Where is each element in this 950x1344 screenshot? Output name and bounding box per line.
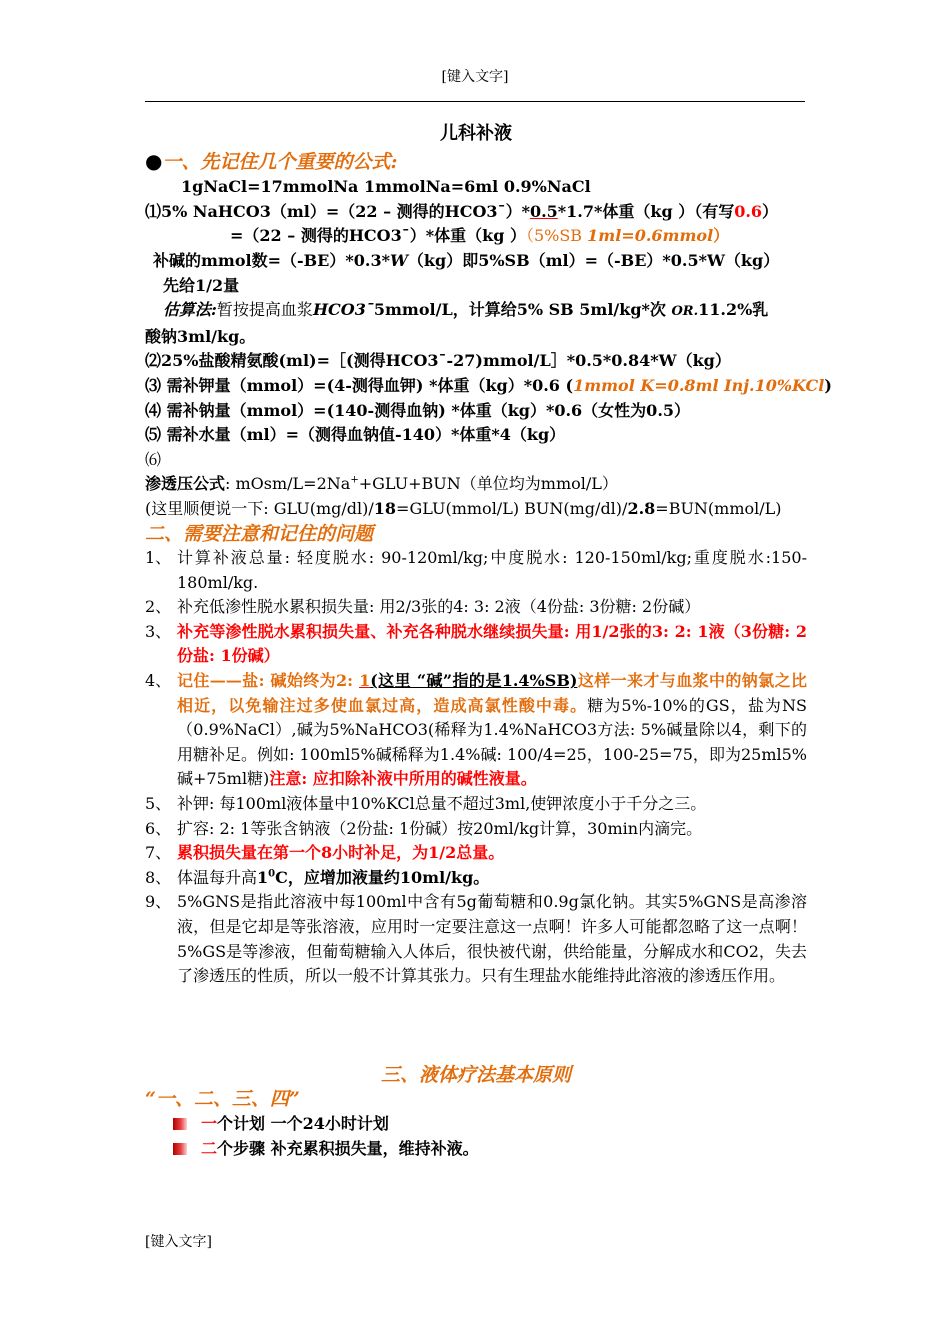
section-1-heading	[145, 149, 807, 176]
page-header[interactable]: [键入文字]	[441, 69, 509, 85]
formula-6: ⑹	[145, 449, 162, 469]
principle-quote: “一、二、三、四”	[145, 1088, 300, 1111]
formula-4: ⑷ 需补钠量（mmol）=(140-测得血钠) *体重（kg）*0.6（女性为0.5）	[145, 400, 691, 420]
formula-1-alt: =（22 – 测得的HCO3ˉ）*体重（kg ）（5%SB 1ml=0.6mmol）	[230, 226, 730, 246]
estimation-line: 估算法:暂按提高血浆HCO3ˉ5mmol/L，计算给5% SB 5ml/kg*次 OR.11.2%乳	[163, 300, 769, 320]
list-item: 5、 补钾: 每100ml液体量中10%KCl总量不超过3ml,使钾浓度小于千分之三。	[145, 794, 707, 814]
principle-2: 二个步骤 补充累积损失量，维持补液。	[145, 1137, 807, 1162]
list-item: 4、 记住——盐: 碱始终为2: 1(这里 “碱”指的是1.4%SB)这样一来才与血浆中的钠氯之比相近，以免输注过多使血氯过高，造成高氯性酸中毒。糖为5%-10%的GS，盐为NS（0.9%NaCl）,碱为5%NaHCO3(稀释为1.4%NaHCO3方法: 5%碱量除以4，剩下的用糖补足。例如: 100ml5%碱稀释为1.4%碱: 100/4=25，100-25=75，即为25ml5%碱+75ml糖)注意: 应扣除补液中所用的碱性液量。	[145, 671, 807, 789]
unit-conversion: (这里顺便说一下: GLU(mg/dl)/18=GLU(mmol/L) BUN(mg/dl)/2.8=BUN(mmol/L)	[145, 498, 782, 518]
header-divider	[145, 101, 805, 102]
formula-5: ⑸ 需补水量（ml）=（测得血钠值-140）*体重*4（kg）	[145, 425, 566, 445]
square-bullet-icon	[173, 1118, 187, 1130]
page-title: 儿科补液	[440, 123, 512, 144]
list-item: 1、 计算补液总量: 轻度脱水: 90-120ml/kg;中度脱水: 120-150ml/kg;重度脱水:150- 180ml/kg.	[145, 548, 807, 592]
section-2-heading: 二、需要注意和记住的问题	[145, 522, 374, 545]
section-1-title: 一、先记住几个重要的公式:	[162, 150, 398, 173]
formula-2: ⑵25%盐酸精氨酸(ml)=［(测得HCO3ˉ-27)mmol/L］*0.5*0.84*W（kg）	[145, 351, 731, 371]
formula-3: ⑶ 需补钾量（mmol）=(4-测得血钾) *体重（kg）*0.6 (1mmol K=0.8ml Inj.10%KCl)	[145, 375, 832, 395]
list-item: 3、 补充等渗性脱水累积损失量、补充各种脱水继续损失量: 用1/2张的3: 2: 1液（3份糖: 2份盐: 1份碱）	[145, 621, 807, 666]
section-3-heading: 三、液体疗法基本原则	[380, 1063, 571, 1086]
list-item: 7、 累积损失量在第一个8小时补足，为1/2总量。	[145, 843, 505, 863]
square-bullet-icon	[173, 1143, 187, 1155]
osmotic-formula: 渗透压公式: mOsm/L=2Na++GLU+BUN（单位均为mmol/L）	[145, 474, 618, 494]
formula-1-mmol: 补碱的mmol数=（-BE）*0.3*W（kg）即5%SB（ml）=（-BE）*0.5*W（kg）	[153, 250, 780, 270]
bullet-icon: ●	[145, 148, 163, 173]
formula-nacl: 1gNaCl=17mmolNa 1mmolNa=6ml 0.9%NaCl	[181, 177, 591, 197]
formula-1: ⑴5% NaHCO3（ml）=（22 – 测得的HCO3ˉ）*0.5*1.7*体重（kg ）（有写0.6）	[145, 201, 779, 221]
principle-1: 一个计划 一个24小时计划	[145, 1112, 807, 1137]
list-item: 6、 扩容: 2: 1等张含钠液（2份盐: 1份碱）按20ml/kg计算，30min内滴完。	[145, 818, 703, 838]
estimation-line-2: 酸钠3ml/kg。	[145, 326, 256, 346]
list-item: 8、 体温每升高$1^0C$，应增加液量约10ml/kg。	[145, 867, 490, 887]
page-footer[interactable]: [键入文字]	[145, 1234, 212, 1250]
document-body	[145, 122, 832, 1161]
list-item: 2、 补充低渗性脱水累积损失量: 用2/3张的4: 3: 2液（4份盐: 3份糖: 2份碱）	[145, 597, 701, 617]
list-item: 9、 5%GNS是指此溶液中每100ml中含有5g葡萄糖和0.9g氯化钠。其实5%GNS是高渗溶液，但是它却是等张溶液，应用时一定要注意这一点啊！许多人可能都忽略了这一点啊！5%GS是等渗液，但葡萄糖输入人体后，很快被代谢，供给能量，分解成水和CO2，失去了渗透压的性质，所以一般不计算其张力。只有生理盐水能维持此溶液的渗透压作用。	[145, 892, 807, 986]
formula-1-half: 先给1/2量	[163, 275, 240, 295]
spacer	[145, 989, 807, 1063]
